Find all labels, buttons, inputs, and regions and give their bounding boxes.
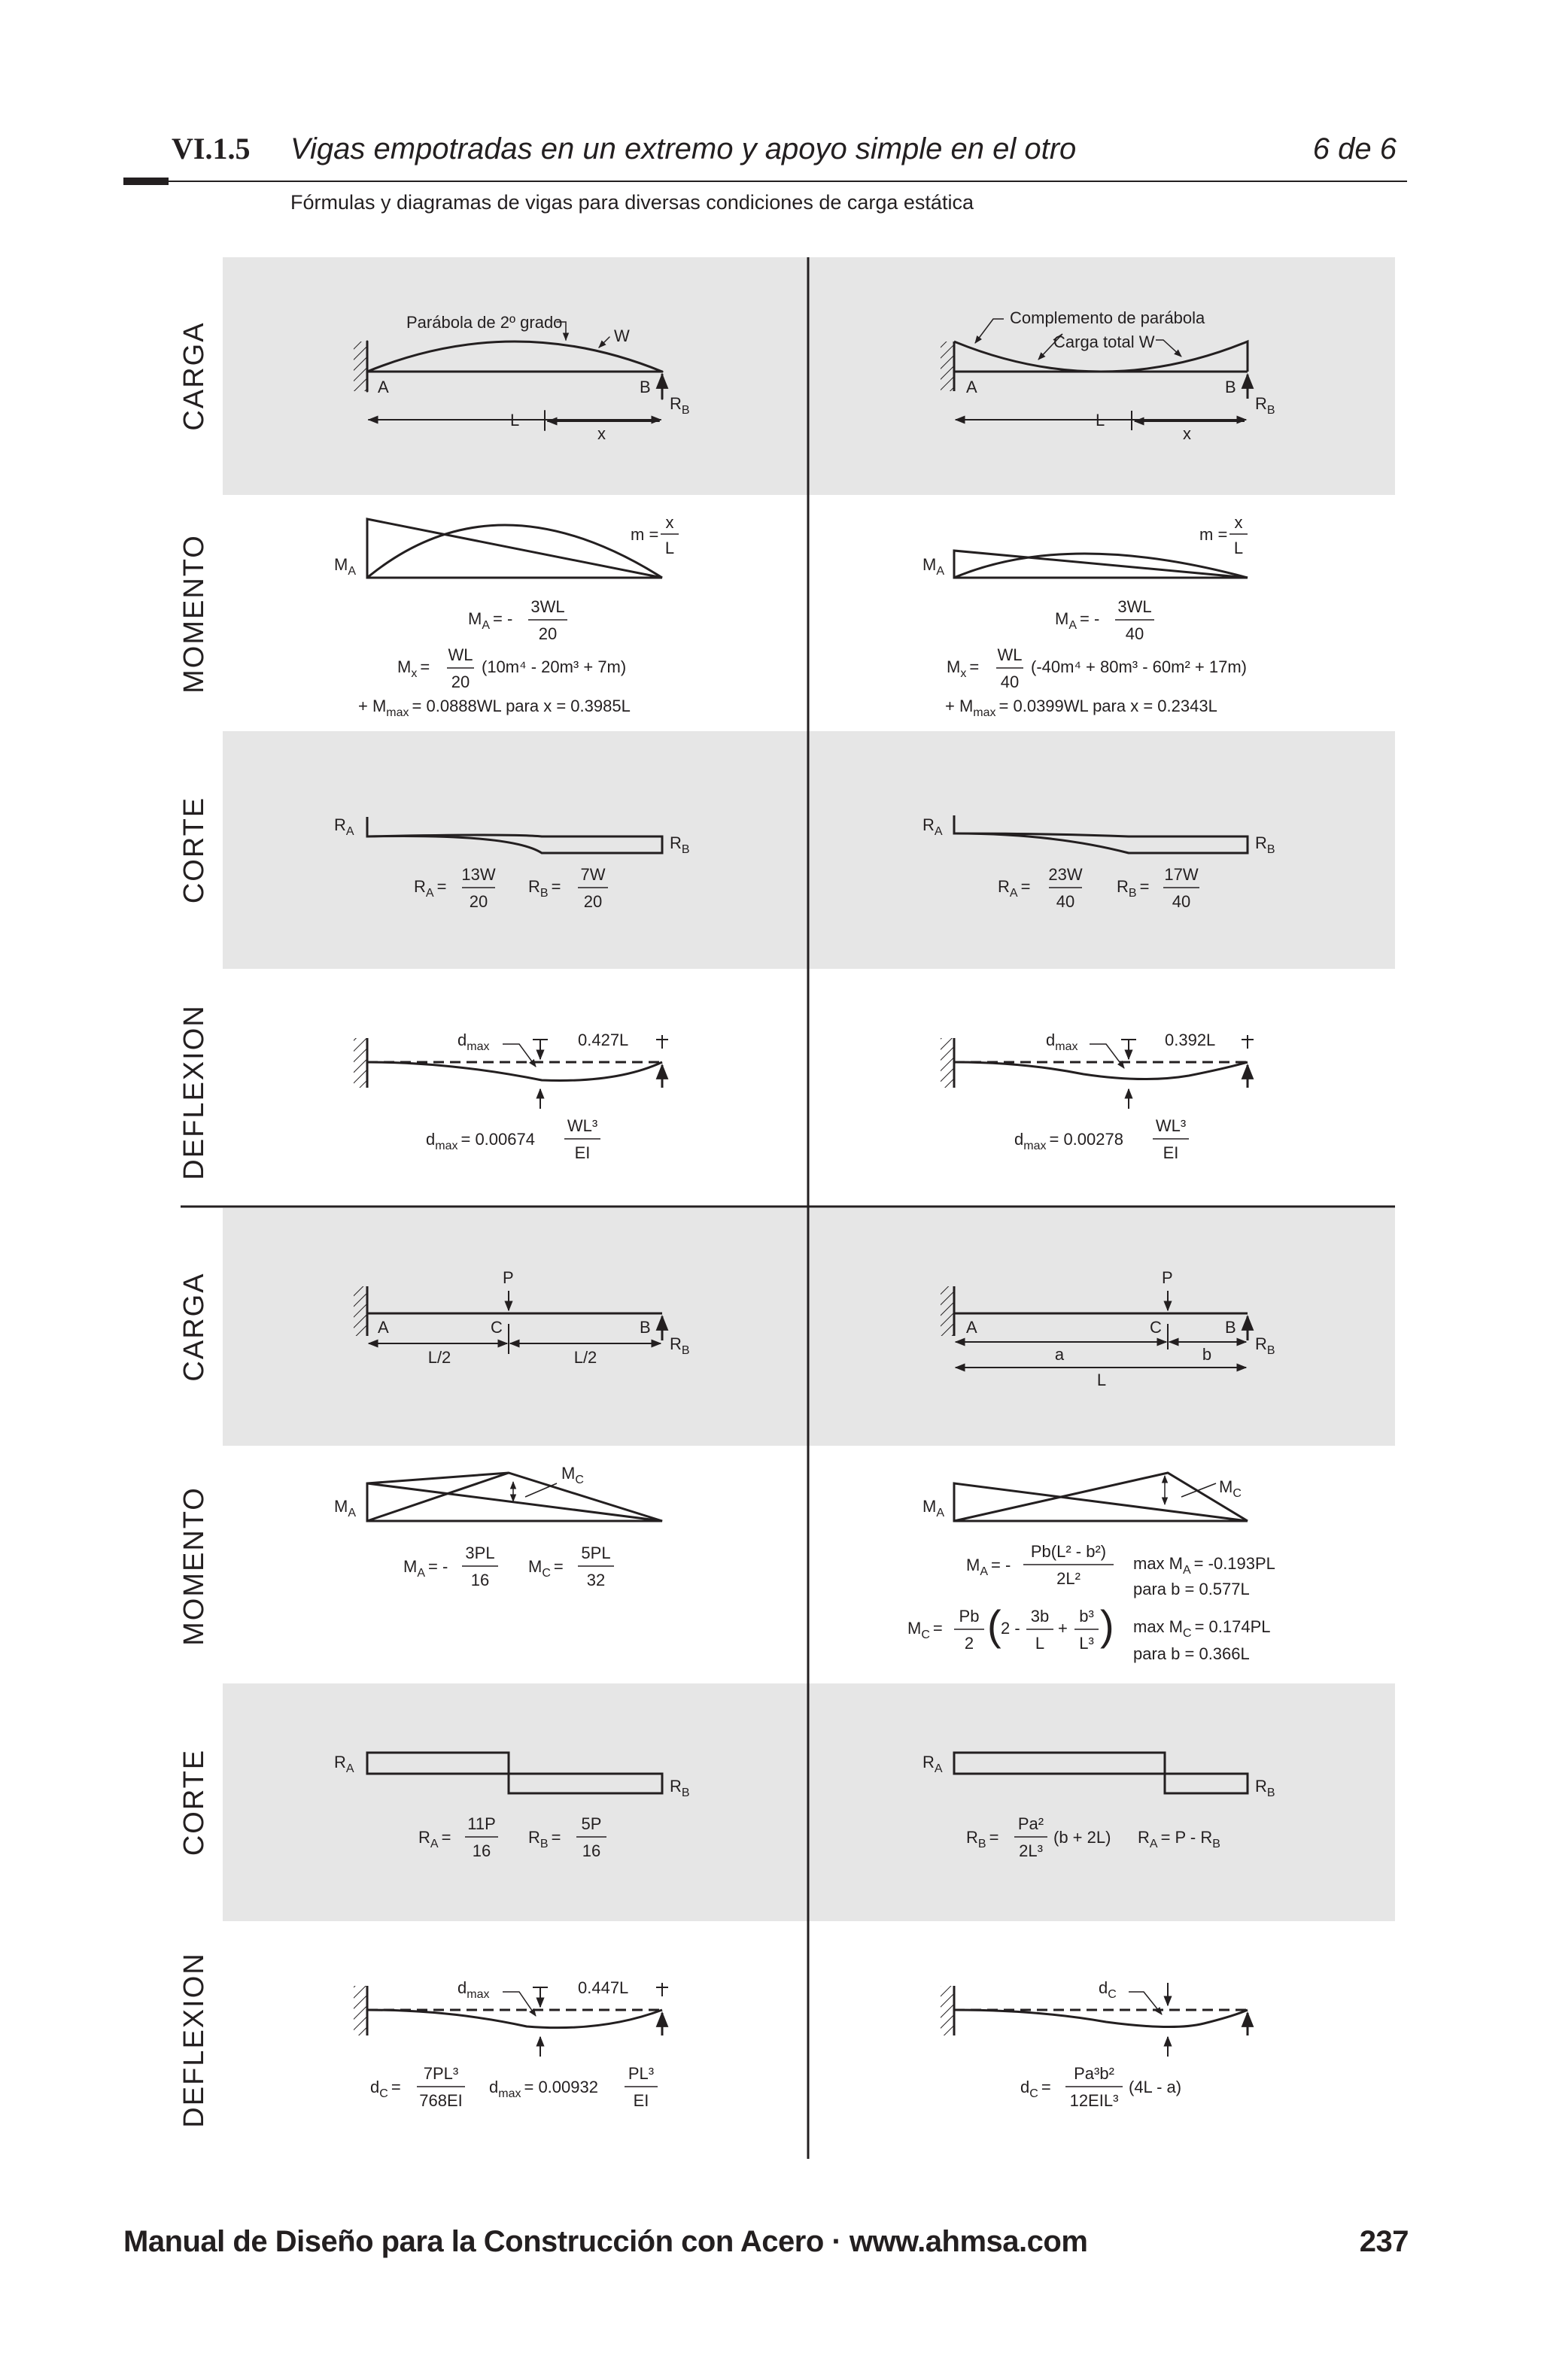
svg-text:(b + 2L): (b + 2L) [1053,1828,1111,1847]
svg-text:x: x [665,513,674,532]
svg-text:3PL: 3PL [465,1544,495,1562]
svg-text:L: L [1035,1634,1045,1653]
svg-text:3b: 3b [1030,1607,1050,1626]
c2-momento [922,513,1248,719]
svg-text:b³: b³ [1079,1607,1094,1626]
label-momento-1: MOMENTO [178,534,210,694]
svg-text:Pb(L² - b²): Pb(L² - b²) [1030,1542,1107,1561]
svg-text:RB=: $R_B$ = [966,1828,999,1850]
svg-text:MC: $M_C$ [561,1464,584,1486]
svg-text:WL³: WL³ [567,1116,598,1135]
svg-text:20: 20 [538,624,558,643]
svg-text:C: C [1150,1318,1162,1337]
svg-text:C: C [491,1318,503,1337]
svg-text:L/2: L/2 [573,1348,597,1367]
label-corte-2: CORTE [178,1748,210,1856]
svg-text:13W: 13W [461,865,496,884]
label-carga-1: CARGA [178,321,210,431]
svg-text:): ) [1100,1601,1114,1649]
c3-deflexion [354,1978,668,2110]
svg-text:L: L [510,411,520,430]
label-deflexion-2: DEFLEXION [178,1952,210,2128]
svg-text:m =: m = [631,525,659,544]
svg-text:7W: 7W [580,865,606,884]
svg-text:RB: $R_B$ [670,833,690,856]
svg-text:0.447L: 0.447L [578,1978,629,1997]
svg-text:RA=: $R_A$ = [998,877,1031,900]
svg-text:L: L [1233,539,1244,557]
svg-text:para b = 0.366L: para b = 0.366L [1133,1644,1250,1663]
svg-text:MA= -: $M_A$ = - [1055,609,1100,632]
svg-text:3WL: 3WL [530,597,565,616]
svg-text:L: L [664,539,675,557]
svg-text:m =: m = [1199,525,1228,544]
svg-text:W: W [614,326,630,345]
svg-text:RB: $R_B$ [1255,1777,1275,1799]
svg-text:RB: $R_B$ [670,394,690,417]
svg-text:32: 32 [586,1571,606,1589]
svg-text:RB: $R_B$ [670,1777,690,1799]
svg-text:RB: $R_B$ [670,1334,690,1357]
svg-text:RB: $R_B$ [1255,394,1275,417]
svg-text:11P: 11P [467,1814,496,1833]
c4-momento [907,1473,1275,1663]
svg-text:P: P [503,1268,514,1287]
svg-text:Parábola de 2º grado: Parábola de 2º grado [406,313,563,332]
svg-text:B: B [640,1318,651,1337]
label-momento-2: MOMENTO [178,1486,210,1646]
label-deflexion-1: DEFLEXION [178,1004,210,1180]
svg-text:(4L - a): (4L - a) [1129,2078,1182,2096]
svg-text:WL: WL [997,645,1023,664]
svg-text:dC: $d_C$ [1099,1978,1117,2001]
svg-text:A: A [378,1318,389,1337]
svg-text:RB=: $R_B$ = [528,1828,561,1850]
subtitle: Fórmulas y diagramas de vigas para diversas condiciones de carga estática [290,191,974,214]
svg-text:dmax= 0.00278: $d_{max} = 0.00278$ [1014,1130,1123,1152]
svg-text:L/2: L/2 [427,1348,451,1367]
svg-text:RB: $R_B$ [1255,833,1275,856]
svg-text:WL³: WL³ [1155,1116,1187,1135]
page-counter: 6 de 6 [1312,132,1397,165]
c3-momento [334,1464,662,1589]
svg-text:40: 40 [1000,672,1020,691]
c1-momento [334,513,679,719]
svg-text:L: L [1096,1371,1107,1389]
svg-text:0.427L: 0.427L [578,1031,629,1049]
svg-text:20: 20 [451,672,470,691]
svg-text:RB=: $R_B$ = [1117,877,1150,900]
svg-text:Mx=: $M_x$ = [397,657,430,680]
svg-text:A: A [966,378,977,396]
svg-text:dmax: $d_{max}$ [457,1031,490,1053]
c4-deflexion [941,1978,1248,2110]
svg-text:MC=: $M_C$ = [907,1619,943,1641]
svg-text:max MA= -0.193PL: $\max M_A = -0.193PL$ [1133,1554,1275,1577]
svg-text:A: A [966,1318,977,1337]
svg-text:40: 40 [1125,624,1144,643]
svg-text:16: 16 [582,1841,601,1860]
svg-text:MA= -: $M_A$ = - [403,1557,448,1580]
svg-text:B: B [640,378,651,396]
svg-text:a: a [1054,1345,1065,1364]
svg-text:dmax= 0.00932: $d_{max} = 0.00932$ [489,2078,598,2100]
svg-text:para b = 0.577L: para b = 0.577L [1133,1580,1250,1598]
svg-text:dmax= 0.00674: $d_{max} = 0.00674$ [426,1130,535,1152]
footer-manual: Manual de Diseño para la Construcción con Acero · www.ahmsa.com [123,2225,1088,2258]
svg-text:Complemento de parábola: Complemento de parábola [1010,308,1205,327]
svg-text:17W: 17W [1164,865,1199,884]
svg-text:RA=: $R_A$ = [418,1828,451,1850]
svg-text:2 -: 2 - [1001,1619,1020,1638]
svg-text:x: x [597,424,606,443]
svg-text:Pb: Pb [959,1607,980,1626]
svg-text:RA=: $R_A$ = [414,877,447,900]
svg-text:EI: EI [633,2091,649,2110]
c1-deflexion [354,1031,668,1162]
svg-text:MA: $M_A$ [334,1497,356,1519]
svg-text:RA: $R_A$ [922,815,943,838]
svg-text:B: B [1225,378,1236,396]
svg-text:MC=: $M_C$ = [528,1557,564,1580]
svg-text:(-40m⁴ + 80m³ - 60m² + 17m): (-40m⁴ + 80m³ - 60m² + 17m) [1031,657,1247,676]
svg-text:5PL: 5PL [581,1544,611,1562]
svg-text:dmax: $d_{max}$ [457,1978,490,2001]
label-corte-1: CORTE [178,796,210,904]
svg-text:2L²: 2L² [1056,1569,1081,1588]
svg-text:RA= P - RB: $R_A = P - R_B$ [1138,1828,1220,1850]
svg-text:b: b [1202,1345,1212,1364]
svg-text:Carga total W: Carga total W [1053,332,1155,351]
svg-text:20: 20 [583,892,603,911]
footer-page-number: 237 [1359,2225,1409,2258]
svg-text:PL³: PL³ [628,2064,655,2083]
svg-text:RA: $R_A$ [334,815,354,838]
svg-text:0.392L: 0.392L [1165,1031,1216,1049]
svg-text:RB: $R_B$ [1255,1334,1275,1357]
section-number: VI.1.5 [172,132,251,165]
svg-text:Pa³b²: Pa³b² [1074,2064,1114,2083]
label-carga-2: CARGA [178,1272,210,1382]
page-title: Vigas empotradas en un extremo y apoyo simple en el otro [290,132,1077,165]
svg-text:2: 2 [964,1634,974,1653]
svg-text:max MC= 0.174PL: $\max M_C = 0.174PL$ [1133,1617,1271,1640]
svg-text:dC=: $d_C$ = [1020,2078,1051,2100]
svg-text:L: L [1096,411,1105,430]
svg-text:B: B [1225,1318,1236,1337]
svg-text:dmax: $d_{max}$ [1046,1031,1078,1053]
svg-text:MA: $M_A$ [334,555,356,578]
svg-text:3WL: 3WL [1117,597,1152,616]
svg-text:768EI: 768EI [419,2091,463,2110]
svg-text:+ Mmax= 0.0399WL para x = 0: + $M_{max} = 0.0399WL$ para x = 0.2343L [945,697,1217,719]
svg-text:WL: WL [448,645,473,664]
svg-text:(10m⁴ - 20m³ + 7m): (10m⁴ - 20m³ + 7m) [482,657,627,676]
svg-text:EI: EI [1163,1143,1179,1162]
svg-text:RA: $R_A$ [334,1753,354,1775]
svg-text:Mx=: $M_x$ = [947,657,980,680]
svg-text:(: ( [987,1601,1001,1649]
c2-deflexion [941,1031,1254,1162]
svg-text:Pa²: Pa² [1017,1814,1044,1833]
svg-text:P: P [1162,1268,1173,1287]
svg-text:16: 16 [472,1841,491,1860]
svg-text:+: + [1058,1619,1068,1638]
svg-text:+ Mmax= 0.0888WL para x = 0: + $M_{max} = 0.0888WL$ para x = 0.3985L [358,697,631,719]
svg-text:MA= -: $M_A$ = - [966,1556,1011,1578]
svg-text:40: 40 [1172,892,1191,911]
svg-text:L³: L³ [1079,1634,1094,1653]
svg-text:x: x [1234,513,1243,532]
svg-text:A: A [378,378,389,396]
svg-text:20: 20 [469,892,488,911]
svg-text:12EIL³: 12EIL³ [1069,2091,1119,2110]
svg-text:16: 16 [470,1571,490,1589]
svg-text:RA: $R_A$ [922,1753,943,1775]
svg-text:MA: $M_A$ [922,1497,944,1519]
svg-text:MA: $M_A$ [922,555,944,578]
svg-text:dC=: $d_C$ = [370,2078,401,2100]
svg-text:EI: EI [574,1143,591,1162]
svg-text:7PL³: 7PL³ [423,2064,459,2083]
svg-text:5P: 5P [581,1814,602,1833]
svg-text:23W: 23W [1048,865,1083,884]
svg-text:2L³: 2L³ [1019,1841,1043,1860]
svg-text:RB=: $R_B$ = [528,877,561,900]
svg-text:MC: $M_C$ [1219,1477,1242,1500]
svg-text:MA= -: $M_A$ = - [468,609,513,632]
svg-text:40: 40 [1056,892,1075,911]
svg-text:x: x [1183,424,1191,443]
